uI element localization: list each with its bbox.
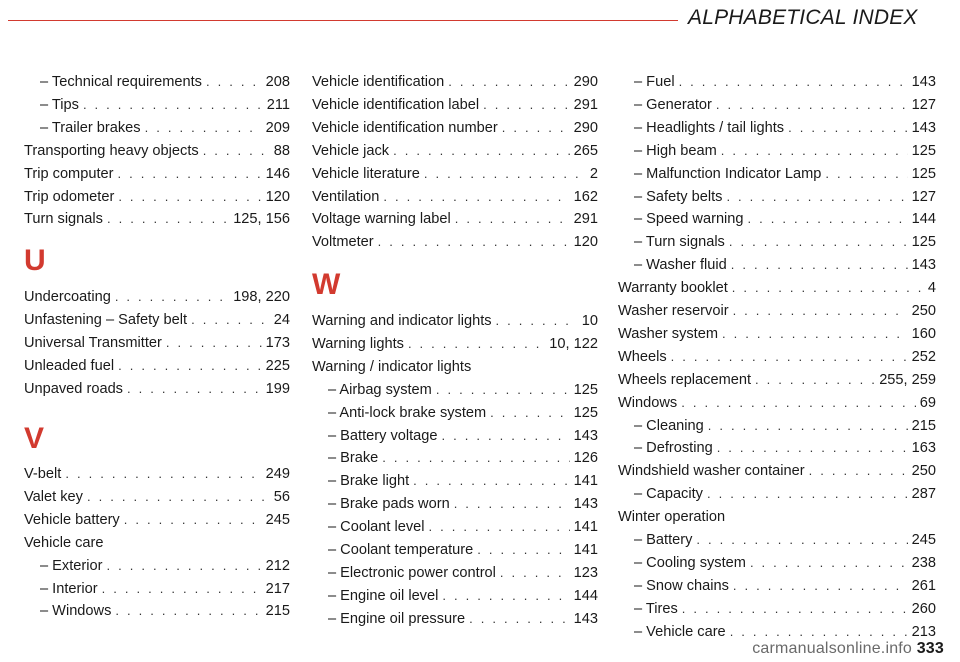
index-entry (24, 378, 290, 400)
dot-leader (83, 94, 263, 116)
entry-page-number: 215 (265, 603, 290, 620)
index-entry (312, 608, 598, 630)
entry-label: – Technical requirements (40, 74, 202, 90)
entry-label: Voltmeter (312, 234, 374, 251)
dot-leader (203, 140, 270, 162)
entry-page-number: 238 (911, 554, 936, 571)
dot-leader (106, 555, 261, 577)
entry-page-number: 126 (573, 450, 598, 467)
entry-page-number: 141 (573, 473, 598, 490)
entry-label: – Exterior (40, 557, 103, 574)
entry-page-number: 160 (911, 325, 936, 342)
entry-label: – Anti-lock brake system (328, 404, 487, 421)
entry-page-number: 2 (589, 165, 598, 182)
dot-leader (393, 140, 570, 162)
dot-leader (679, 71, 908, 93)
entry-page-number: 125 (911, 234, 936, 251)
entry-page-number: 123 (573, 564, 598, 581)
index-entry (618, 598, 936, 620)
dot-leader (502, 117, 570, 139)
index-entry (618, 94, 936, 116)
entry-page-number: 208 (265, 74, 290, 90)
index-entry (24, 94, 290, 116)
dot-leader (413, 470, 570, 492)
entry-label: – Brake (328, 450, 379, 467)
entry-label: – Tires (634, 600, 678, 617)
entry-label: – Engine oil pressure (328, 610, 466, 627)
index-entry (312, 333, 598, 355)
entry-label: – Headlights / tail lights (634, 119, 785, 136)
index-entry (312, 208, 598, 230)
entry-label: Vehicle identification label (312, 96, 480, 113)
entry-label: Valet key (24, 488, 83, 505)
index-entry (24, 286, 290, 308)
page-footer (752, 640, 944, 658)
entry-page-number: 143 (573, 610, 598, 627)
entry-label: – Brake light (328, 473, 410, 490)
entry-page-number: 217 (265, 580, 290, 597)
entry-page-number: 250 (911, 303, 936, 319)
dot-leader (682, 598, 908, 620)
entry-label: – Coolant temperature (328, 542, 474, 558)
entry-label: – Electronic power control (328, 564, 496, 581)
entry-label: Winter operation (618, 509, 726, 526)
entry-page-number: 4 (927, 280, 936, 297)
entry-page-number: 125 (911, 142, 936, 159)
entry-label: Transporting heavy objects (24, 142, 199, 159)
entry-page-number: 291 (573, 211, 598, 228)
entry-page-number: 198, 220 (233, 289, 290, 305)
entry-label: V-belt (24, 466, 62, 482)
entry-page-number: 250 (911, 463, 936, 480)
entry-label: – Washer fluid (634, 257, 727, 274)
entry-page-number: 127 (911, 188, 936, 205)
entry-label: Wheels (618, 348, 667, 365)
entry-page-number: 144 (573, 587, 598, 604)
dot-leader (732, 277, 924, 299)
index-entry (24, 117, 290, 139)
entry-label: Undercoating (24, 289, 111, 305)
dot-leader (733, 300, 908, 322)
index-entry (24, 163, 290, 185)
dot-leader (424, 163, 586, 185)
index-entry (618, 254, 936, 276)
dot-leader (118, 186, 261, 208)
dot-leader (206, 71, 262, 93)
index-entry (618, 346, 936, 368)
index-entry (618, 483, 936, 505)
entry-label: – Safety belts (634, 188, 723, 205)
entry-label: Vehicle identification (312, 74, 445, 90)
entry-page-number: 162 (573, 188, 598, 205)
index-entry (312, 493, 598, 515)
entry-page-number: 88 (273, 142, 290, 159)
entry-page-number: 211 (266, 96, 290, 113)
index-entry (312, 310, 598, 332)
dot-leader (469, 608, 570, 630)
index-entry (618, 415, 936, 437)
entry-label: – Capacity (634, 486, 703, 503)
dot-leader (696, 529, 907, 551)
entry-page-number: 120 (265, 188, 290, 205)
entry-page-number: 260 (911, 600, 936, 617)
entry-label: – Trailer brakes (40, 119, 141, 136)
entry-page-number: 10 (581, 313, 598, 329)
entry-label: – Interior (40, 580, 98, 597)
dot-leader (118, 355, 262, 377)
entry-page-number: 125, 156 (233, 211, 290, 228)
entry-page-number: 290 (573, 74, 598, 90)
entry-label: Ventilation (312, 188, 380, 205)
dot-leader (107, 208, 229, 230)
dot-leader (825, 163, 907, 185)
entry-label: Turn signals (24, 211, 103, 228)
entry-page-number: 199 (265, 380, 290, 397)
entry-label: Unfastening – Safety belt (24, 311, 188, 328)
entry-page-number: 143 (911, 257, 936, 274)
index-entry (618, 186, 936, 208)
index-entry (24, 355, 290, 377)
entry-page-number: 143 (573, 427, 598, 444)
header-rule (8, 20, 678, 21)
page-number: 333 (916, 640, 944, 657)
index-entry (24, 600, 290, 622)
dot-leader (721, 140, 908, 162)
index-entry (618, 300, 936, 322)
index-entry (24, 332, 290, 354)
index-entry (24, 140, 290, 162)
index-entry (618, 529, 936, 551)
index-entry (312, 562, 598, 584)
dot-leader (102, 578, 262, 600)
dot-leader (145, 117, 262, 139)
dot-leader (681, 392, 916, 414)
index-entry (312, 425, 598, 447)
entry-label: Warning lights (312, 335, 404, 352)
entry-label: – Speed warning (634, 211, 744, 228)
entry-page-number: 143 (911, 74, 936, 90)
index-entry (24, 186, 290, 208)
entry-label: Warning / indicator lights (312, 358, 472, 375)
index-entry (312, 585, 598, 607)
entry-page-number: 255, 259 (879, 371, 936, 388)
entry-label: Trip computer (24, 165, 114, 182)
entry-label: Unleaded fuel (24, 357, 115, 374)
entry-page-number: 127 (911, 96, 936, 113)
entry-page-number: 24 (273, 311, 290, 328)
entry-page-number: 143 (911, 119, 936, 136)
entry-label: Warning and indicator lights (312, 313, 492, 329)
entry-label: – Cleaning (634, 417, 704, 434)
dot-leader (733, 575, 908, 597)
entry-label: – Brake pads worn (328, 496, 450, 513)
dot-leader (382, 447, 569, 469)
dot-leader (429, 516, 570, 538)
entry-label: Vehicle battery (24, 511, 120, 528)
index-entry (618, 163, 936, 185)
index-entry (312, 470, 598, 492)
entry-label: – Defrosting (634, 440, 713, 457)
entry-label: Washer reservoir (618, 303, 729, 319)
dot-leader (383, 186, 569, 208)
entry-label: Windshield washer container (618, 463, 805, 480)
dot-leader (454, 493, 570, 515)
dot-leader (717, 437, 908, 459)
dot-leader (707, 483, 908, 505)
entry-page-number: 225 (265, 357, 290, 374)
index-entry (618, 71, 936, 93)
dot-leader (442, 585, 569, 607)
entry-label: Wheels replacement (618, 371, 752, 388)
dot-leader (496, 310, 578, 332)
index-entry (24, 555, 290, 577)
entry-label: – High beam (634, 142, 717, 159)
index-entry (618, 552, 936, 574)
entry-label: – Airbag system (328, 381, 432, 398)
entry-page-number: 141 (573, 519, 598, 536)
index-entry (312, 117, 598, 139)
dot-leader (750, 552, 908, 574)
dot-leader (378, 231, 570, 253)
dot-leader (490, 402, 569, 424)
dot-leader (117, 163, 261, 185)
index-entry (618, 369, 936, 391)
entry-label: – Fuel (634, 74, 675, 90)
index-entry (312, 447, 598, 469)
entry-label: – Battery (634, 532, 693, 548)
entry-page-number: 163 (911, 440, 936, 457)
index-entry (24, 578, 290, 600)
dot-leader (708, 415, 908, 437)
dot-leader (436, 379, 570, 401)
dot-leader (124, 509, 262, 531)
entry-label: Unpaved roads (24, 380, 123, 397)
entry-label: Trip odometer (24, 188, 115, 205)
dot-leader (748, 208, 908, 230)
entry-page-number: 125 (911, 165, 936, 182)
entry-page-number: 10, 122 (549, 335, 598, 352)
entry-page-number: 144 (911, 211, 936, 228)
entry-label: – Tips (40, 96, 79, 113)
index-entry (24, 532, 290, 554)
entry-page-number: 249 (265, 466, 290, 482)
dot-leader (809, 460, 908, 482)
index-entry (618, 140, 936, 162)
dot-leader (716, 94, 908, 116)
index-entry (312, 539, 598, 561)
entry-page-number: 125 (573, 381, 598, 398)
index-entry (24, 463, 290, 485)
dot-leader (671, 346, 908, 368)
entry-page-number: 212 (265, 557, 290, 574)
index-entry (24, 509, 290, 531)
section-letter-v: V (24, 422, 45, 455)
entry-label: Vehicle literature (312, 165, 420, 182)
entry-label: Vehicle identification number (312, 119, 498, 136)
entry-page-number: 290 (573, 119, 598, 136)
entry-label: Windows (618, 394, 678, 411)
dot-leader (477, 539, 569, 561)
entry-label: – Malfunction Indicator Lamp (634, 165, 822, 182)
dot-leader (448, 71, 569, 93)
entry-label: Warranty booklet (618, 280, 728, 297)
section-letter-u: U (24, 244, 46, 277)
index-entry (24, 309, 290, 331)
index-entry (312, 402, 598, 424)
entry-page-number: 261 (911, 577, 936, 594)
index-entry (24, 71, 290, 93)
dot-leader (755, 369, 875, 391)
dot-leader (115, 286, 229, 308)
entry-page-number: 245 (911, 532, 936, 548)
index-entry (312, 516, 598, 538)
index-entry (312, 231, 598, 253)
index-entry (618, 575, 936, 597)
entry-page-number: 56 (273, 488, 290, 505)
entry-page-number: 252 (911, 348, 936, 365)
entry-label: Voltage warning label (312, 211, 451, 228)
entry-label: – Engine oil level (328, 587, 439, 604)
entry-label: – Battery voltage (328, 427, 438, 444)
entry-page-number: 215 (911, 417, 936, 434)
dot-leader (166, 332, 262, 354)
dot-leader (87, 486, 270, 508)
dot-leader (408, 333, 545, 355)
entry-label: Vehicle jack (312, 142, 390, 159)
entry-label: – Vehicle care (634, 623, 726, 640)
dot-leader (442, 425, 570, 447)
dot-leader (729, 231, 908, 253)
dot-leader (191, 309, 270, 331)
dot-leader (726, 186, 907, 208)
entry-page-number: 173 (265, 334, 290, 351)
entry-page-number: 141 (573, 542, 598, 558)
index-entry (312, 379, 598, 401)
index-entry (312, 71, 598, 93)
index-entry (618, 506, 936, 528)
index-entry (312, 163, 598, 185)
dot-leader (483, 94, 570, 116)
entry-label: – Windows (40, 603, 112, 620)
index-entry (618, 437, 936, 459)
index-entry (618, 277, 936, 299)
entry-label: – Coolant level (328, 519, 425, 536)
entry-page-number: 143 (573, 496, 598, 513)
index-entry (618, 231, 936, 253)
entry-label: – Generator (634, 96, 712, 113)
watermark-text: carmanualsonline.info (752, 640, 913, 657)
dot-leader (65, 463, 261, 485)
entry-label: – Cooling system (634, 554, 746, 571)
index-entry (24, 208, 290, 230)
entry-label: Washer system (618, 325, 719, 342)
entry-label: Vehicle care (24, 534, 104, 551)
dot-leader (731, 254, 908, 276)
index-entry (618, 117, 936, 139)
index-entry (312, 94, 598, 116)
dot-leader (500, 562, 570, 584)
dot-leader (127, 378, 262, 400)
index-entry (618, 460, 936, 482)
dot-leader (455, 208, 570, 230)
entry-page-number: 287 (911, 486, 936, 503)
section-letter-w: W (312, 268, 341, 301)
entry-page-number: 125 (573, 404, 598, 421)
index-entry (618, 208, 936, 230)
entry-page-number: 213 (911, 623, 936, 640)
entry-label: – Snow chains (634, 577, 729, 594)
index-entry (312, 186, 598, 208)
entry-page-number: 120 (573, 234, 598, 251)
dot-leader (115, 600, 261, 622)
entry-label: – Turn signals (634, 234, 725, 251)
entry-page-number: 291 (573, 96, 598, 113)
dot-leader (722, 323, 908, 345)
entry-page-number: 69 (919, 394, 936, 411)
entry-label: Universal Transmitter (24, 334, 162, 351)
index-entry (618, 323, 936, 345)
index-entry (312, 356, 598, 378)
dot-leader (788, 117, 908, 139)
entry-page-number: 146 (265, 165, 290, 182)
index-entry (618, 392, 936, 414)
index-entry (24, 486, 290, 508)
index-entry (312, 140, 598, 162)
entry-page-number: 265 (573, 142, 598, 159)
entry-page-number: 245 (265, 511, 290, 528)
page-title: ALPHABETICAL INDEX (688, 6, 918, 29)
entry-page-number: 209 (265, 119, 290, 136)
